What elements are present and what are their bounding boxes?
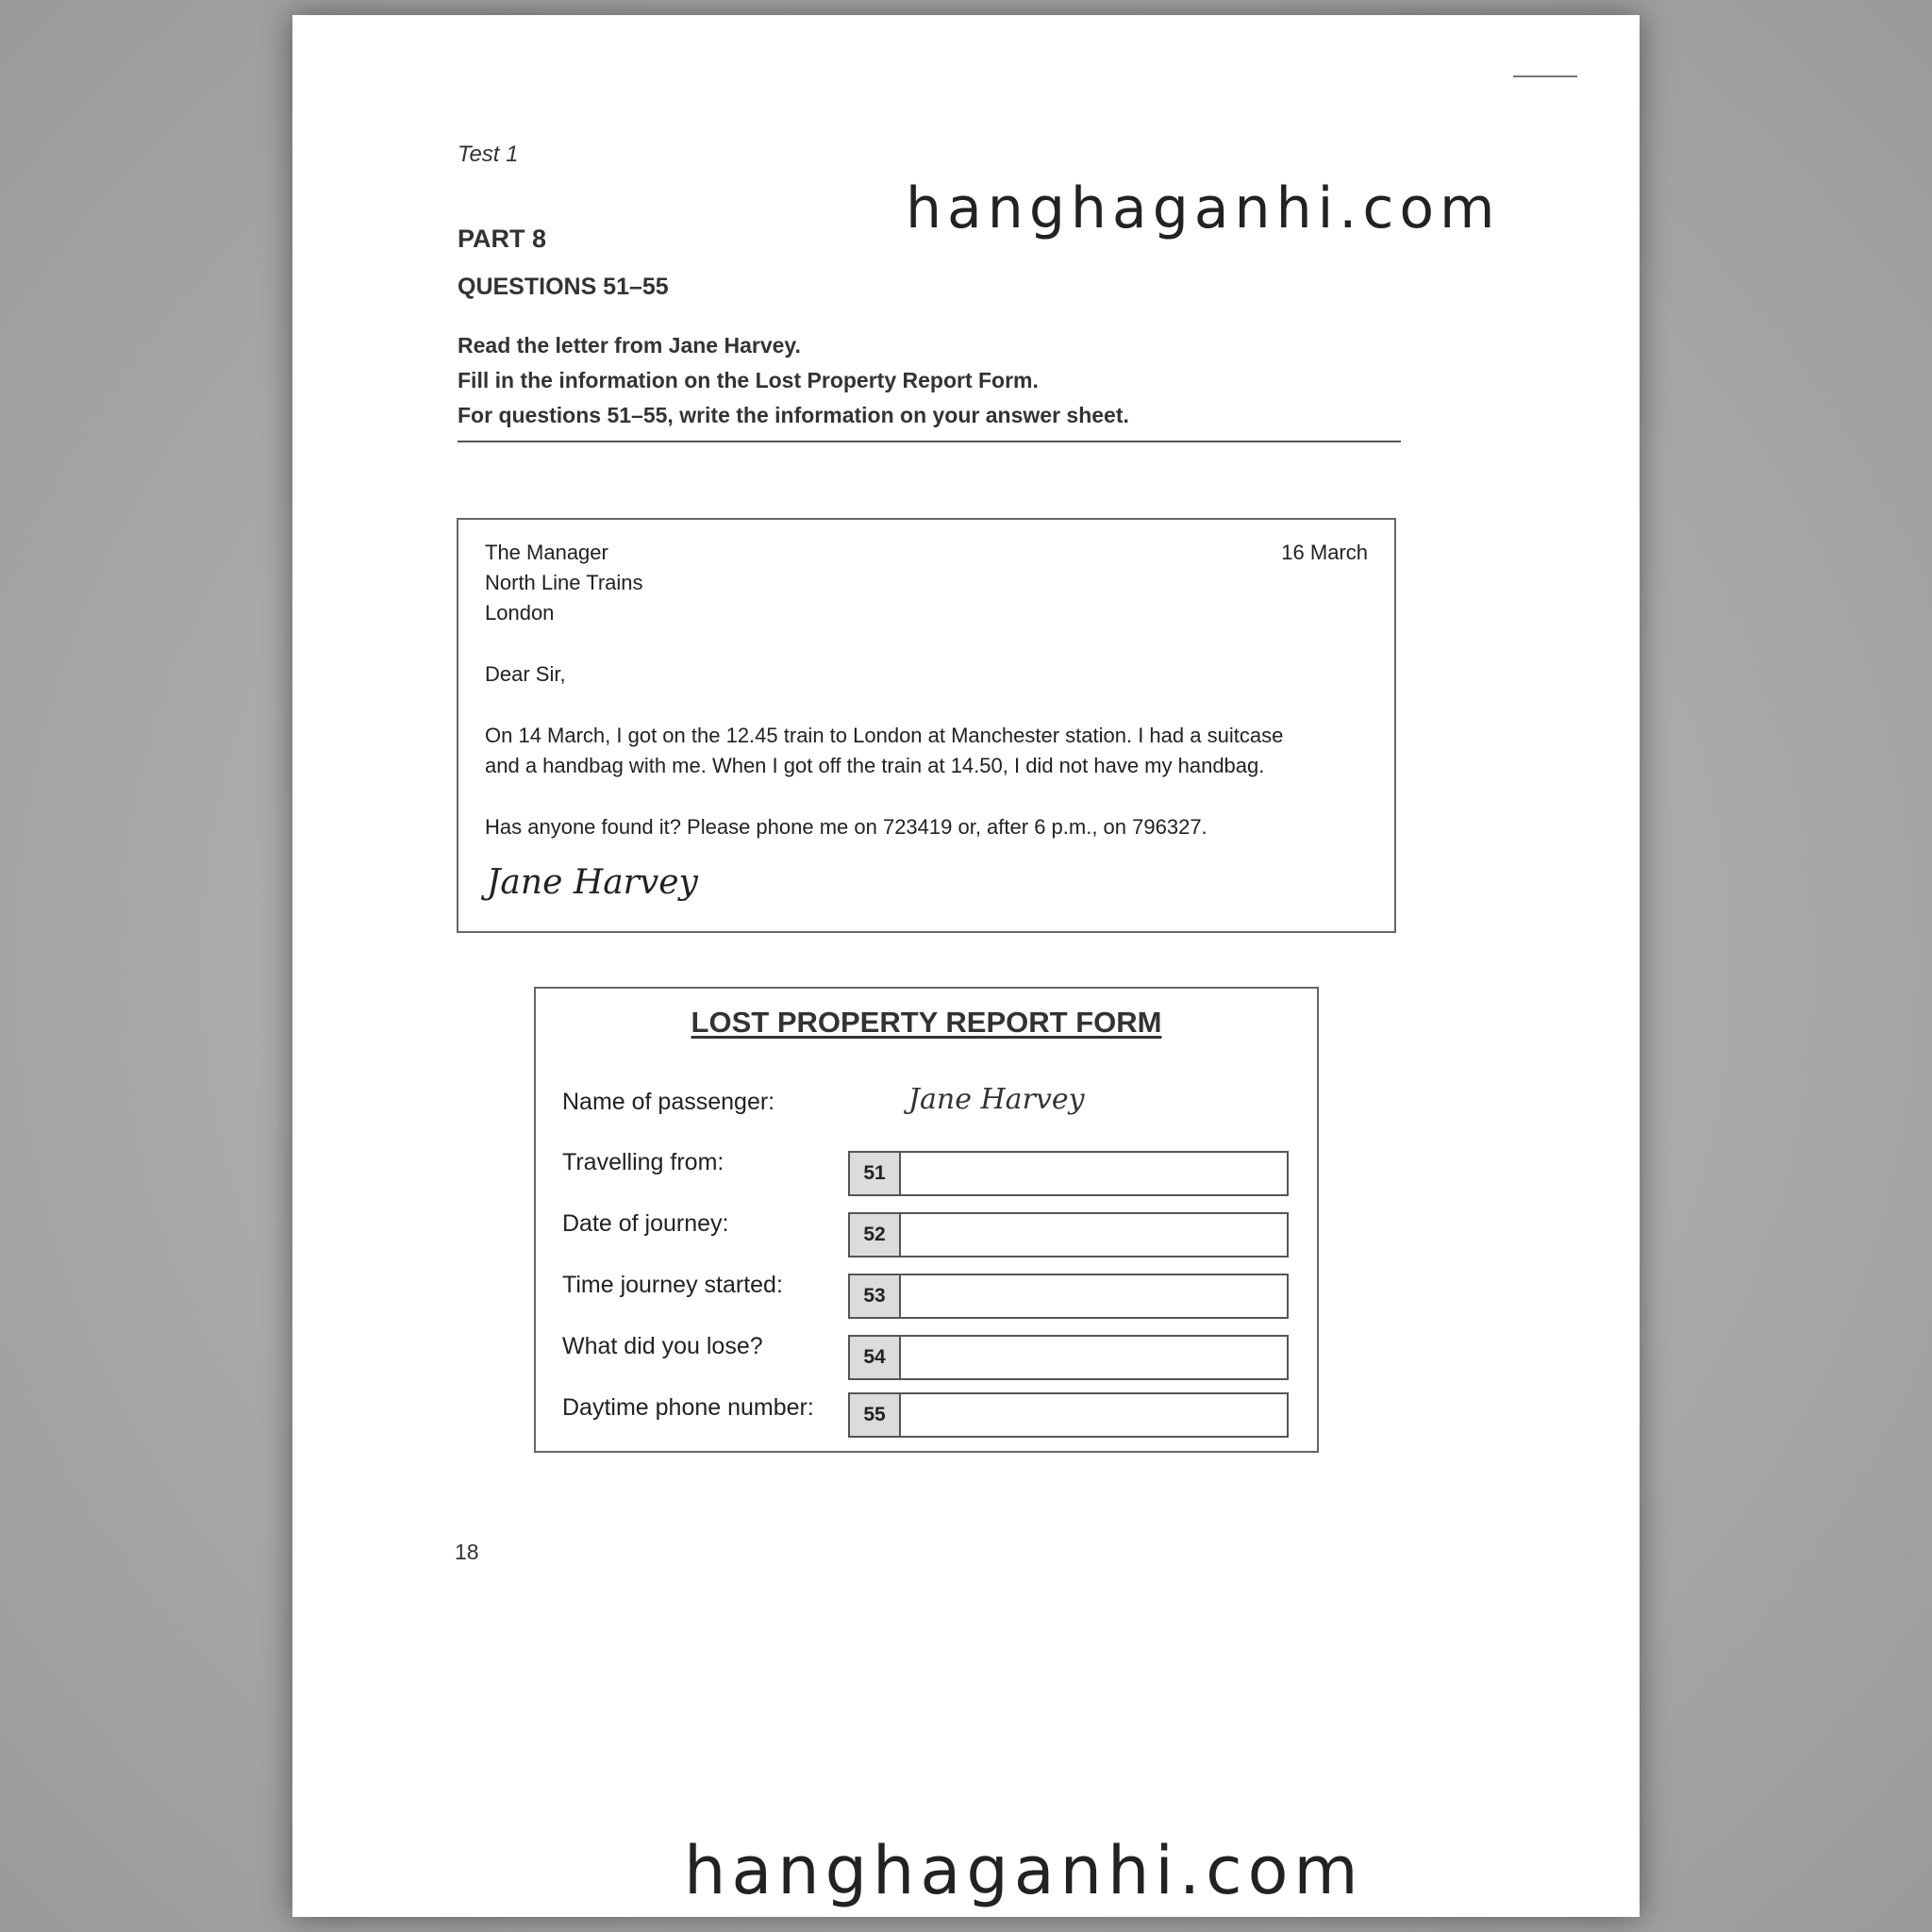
body-line: and a handbag with me. When I got off the train at 14.50, I did not have my handbag.	[485, 754, 1265, 777]
question-number: 51	[850, 1153, 901, 1194]
document-page	[292, 15, 1640, 1917]
answer-box-52[interactable]	[848, 1212, 1289, 1257]
body-line: Has anyone found it? Please phone me on 723419 or, after 6 p.m., on 796327.	[485, 815, 1208, 839]
answer-field[interactable]	[901, 1214, 1287, 1256]
recipient-line: The Manager	[485, 541, 608, 564]
answer-box-54[interactable]	[848, 1335, 1289, 1380]
question-number: 55	[850, 1394, 901, 1436]
recipient-line: North Line Trains	[485, 571, 643, 594]
form-title: LOST PROPERTY REPORT FORM	[691, 1006, 1162, 1039]
instruction-line: Fill in the information on the Lost Property Report Form.	[458, 368, 1039, 392]
field-label-date-of-journey: Date of journey:	[562, 1210, 729, 1237]
answer-field[interactable]	[901, 1275, 1287, 1317]
recipient-line: London	[485, 601, 555, 625]
name-label: Name of passenger:	[562, 1089, 775, 1115]
header-divider	[458, 441, 1401, 442]
answer-field[interactable]	[901, 1337, 1287, 1378]
name-value: Jane Harvey	[908, 1083, 1085, 1116]
field-label-travelling-from: Travelling from:	[562, 1149, 724, 1175]
answer-field[interactable]	[901, 1153, 1287, 1194]
answer-field[interactable]	[901, 1394, 1287, 1436]
answer-box-51[interactable]	[848, 1151, 1289, 1196]
salutation: Dear Sir,	[485, 662, 566, 686]
instruction-line: For questions 51–55, write the information on your answer sheet.	[458, 403, 1129, 427]
test-label: Test 1	[458, 142, 519, 167]
page-number: 18	[455, 1540, 479, 1564]
watermark-bottom: hanghaganhi.com	[684, 1832, 1364, 1909]
instruction-line: Read the letter from Jane Harvey.	[458, 333, 801, 358]
question-number: 53	[850, 1275, 901, 1317]
corner-rule	[1513, 75, 1577, 77]
field-label-time-started: Time journey started:	[562, 1272, 783, 1298]
questions-title: QUESTIONS 51–55	[458, 274, 669, 300]
letter-date: 16 March	[1281, 541, 1368, 564]
watermark-top: hanghaganhi.com	[906, 175, 1501, 242]
part-title: PART 8	[458, 225, 547, 253]
field-label-daytime-phone: Daytime phone number:	[562, 1394, 814, 1421]
signature: Jane Harvey	[487, 863, 698, 902]
answer-box-53[interactable]	[848, 1274, 1289, 1319]
question-number: 54	[850, 1337, 901, 1378]
lost-property-form	[534, 987, 1319, 1453]
question-number: 52	[850, 1214, 901, 1256]
instructions	[458, 328, 1401, 433]
body-line: On 14 March, I got on the 12.45 train to London at Manchester station. I had a suitcase	[485, 724, 1284, 747]
field-label-what-lost: What did you lose?	[562, 1333, 763, 1359]
answer-box-55[interactable]	[848, 1392, 1289, 1438]
letter-box	[457, 518, 1396, 933]
